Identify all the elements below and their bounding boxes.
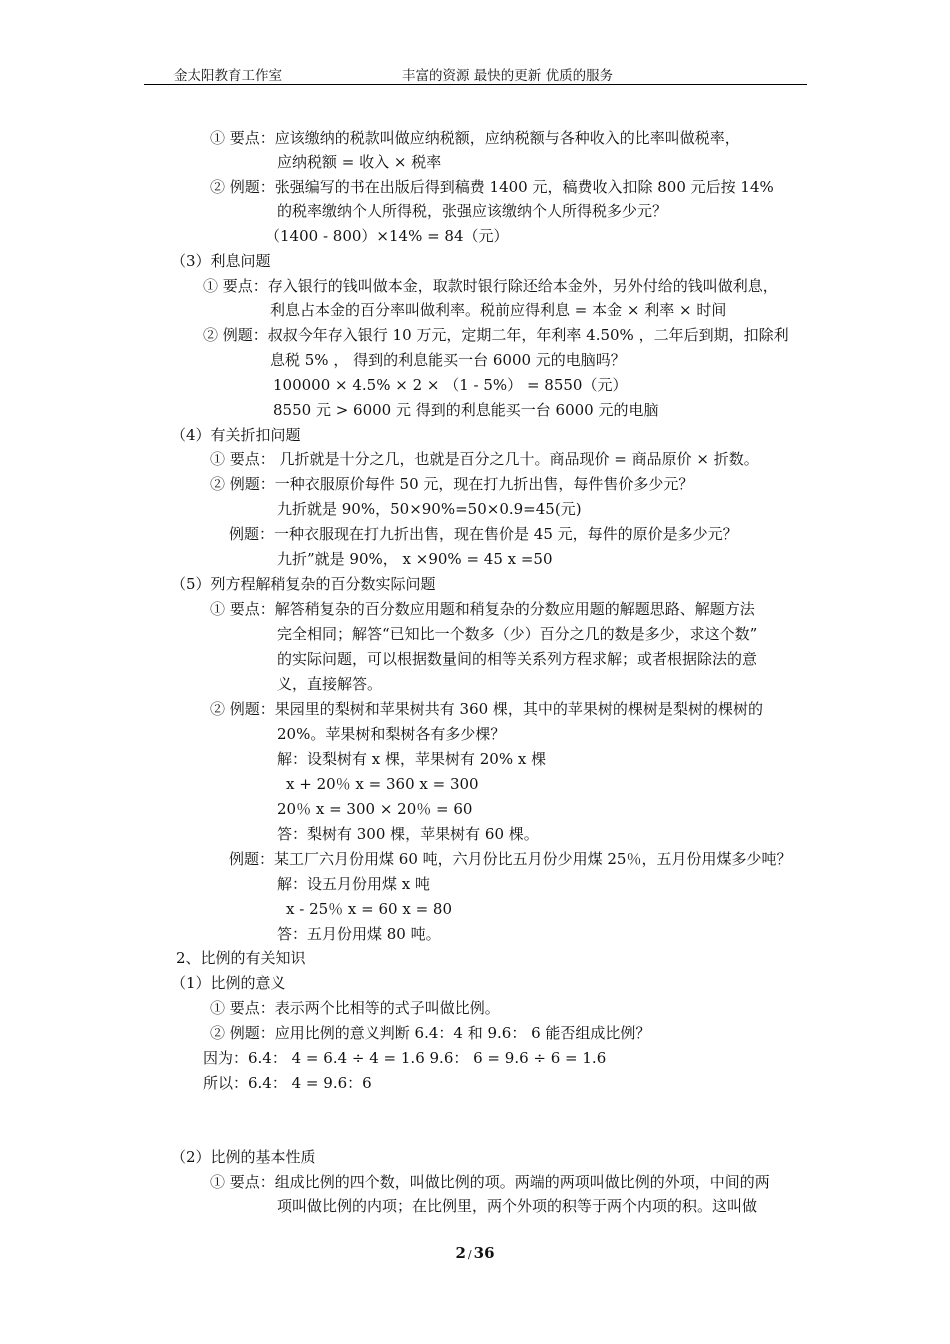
body-line: 息税 5% ， 得到的利息能买一台 6000 元的电脑吗？ bbox=[270, 351, 626, 369]
section-heading: （3）利息问题 bbox=[171, 252, 271, 270]
body-line: ① 要点：解答稍复杂的百分数应用题和稍复杂的分数应用题的解题思路、解题方法 bbox=[210, 600, 755, 618]
body-line: （1400 - 800）×14% = 84（元） bbox=[265, 227, 509, 245]
body-line: 因为：6.4： 4 = 6.4 ÷ 4 = 1.6 9.6： 6 = 9.6 ÷ 6 = 1.6 bbox=[203, 1049, 607, 1067]
header-right-text: 丰富的资源 最快的更新 优质的服务 bbox=[402, 68, 614, 84]
body-line: 完全相同；解答“已知比一个数多（少）百分之几的数是多少，求这个数” bbox=[277, 625, 758, 643]
body-line: ② 例题：一种衣服原价每件 50 元，现在打九折出售，每件售价多少元？ bbox=[210, 475, 694, 493]
body-line: 所以：6.4： 4 = 9.6：6 bbox=[203, 1074, 372, 1092]
body-line: ① 要点：存入银行的钱叫做本金，取款时银行除还给本金外，另外付给的钱叫做利息， bbox=[203, 277, 778, 295]
body-line: 20%。苹果树和梨树各有多少棵？ bbox=[277, 725, 506, 743]
body-line: 的税率缴纳个人所得税，张强应该缴纳个人所得税多少元？ bbox=[277, 202, 668, 220]
body-line: 100000 × 4.5% × 2 × （1 - 5%） = 8550（元） bbox=[273, 376, 628, 394]
body-line: x + 20％ x = 360 x = 300 bbox=[286, 775, 479, 793]
body-line: ② 例题：果园里的梨树和苹果树共有 360 棵，其中的苹果树的棵树是梨树的棵树的 bbox=[210, 700, 763, 718]
body-line: 解：设梨树有 x 棵，苹果树有 20% x 棵 bbox=[277, 750, 547, 768]
total-pages: 36 bbox=[473, 1244, 495, 1262]
body-line: ① 要点：表示两个比相等的式子叫做比例。 bbox=[210, 999, 500, 1017]
section-heading: （5）列方程解稍复杂的百分数实际问题 bbox=[171, 575, 436, 593]
body-line: 九折就是 90%，50×90%=50×0.9=45(元) bbox=[277, 500, 582, 518]
header-left-text: 金太阳教育工作室 bbox=[174, 68, 282, 84]
body-line: 8550 元 > 6000 元 得到的利息能买一台 6000 元的电脑 bbox=[273, 401, 659, 419]
body-line: ① 要点：组成比例的四个数，叫做比例的项。两端的两项叫做比例的外项，中间的两 bbox=[210, 1173, 770, 1191]
section-heading: （1）比例的意义 bbox=[171, 974, 286, 992]
section-heading: （4）有关折扣问题 bbox=[171, 426, 301, 444]
body-line: 20％ x = 300 × 20％ = 60 bbox=[277, 800, 473, 818]
body-line: 答：五月份用煤 80 吨。 bbox=[277, 925, 441, 943]
section-heading: 2、比例的有关知识 bbox=[176, 949, 306, 967]
page-number bbox=[0, 1244, 950, 1262]
body-line: x - 25％ x = 60 x = 80 bbox=[286, 900, 452, 918]
body-line: 利息占本金的百分率叫做利率。税前应得利息 = 本金 × 利率 × 时间 bbox=[270, 301, 727, 319]
body-line: ② 例题：应用比例的意义判断 6.4：4 和 9.6： 6 能否组成比例？ bbox=[210, 1024, 651, 1042]
page-header bbox=[144, 64, 807, 85]
body-line: 义，直接解答。 bbox=[277, 675, 383, 693]
body-line: 的实际问题，可以根据数量间的相等关系列方程求解；或者根据除法的意 bbox=[277, 650, 758, 668]
body-line: 解：设五月份用煤 x 吨 bbox=[277, 875, 430, 893]
body-line: 九折”就是 90%， x ×90% = 45 x =50 bbox=[277, 550, 553, 568]
body-line: 例题：某工厂六月份用煤 60 吨，六月份比五月份少用煤 25％，五月份用煤多少吨？ bbox=[229, 850, 792, 868]
body-line: 答：梨树有 300 棵，苹果树有 60 棵。 bbox=[277, 825, 539, 843]
section-heading: （2）比例的基本性质 bbox=[171, 1148, 316, 1166]
body-line: 例题：一种衣服现在打九折出售，现在售价是 45 元，每件的原价是多少元？ bbox=[229, 525, 738, 543]
page-separator: / bbox=[467, 1248, 472, 1261]
current-page: 2 bbox=[455, 1244, 466, 1262]
body-line: 应纳税额 = 收入 × 税率 bbox=[277, 153, 442, 171]
body-line: ① 要点：应该缴纳的税款叫做应纳税额，应纳税额与各种收入的比率叫做税率， bbox=[210, 129, 740, 147]
body-line: ② 例题：张强编写的书在出版后得到稿费 1400 元，稿费收入扣除 800 元后按 14% bbox=[210, 178, 774, 196]
body-line: ② 例题：叔叔今年存入银行 10 万元，定期二年，年利率 4.50% ，二年后到期，扣除利 bbox=[203, 326, 789, 344]
body-line: ① 要点： 几折就是十分之几，也就是百分之几十。商品现价 = 商品原价 × 折数。 bbox=[210, 450, 759, 468]
body-line: 项叫做比例的内项；在比例里，两个外项的积等于两个内项的积。这叫做 bbox=[277, 1197, 758, 1215]
